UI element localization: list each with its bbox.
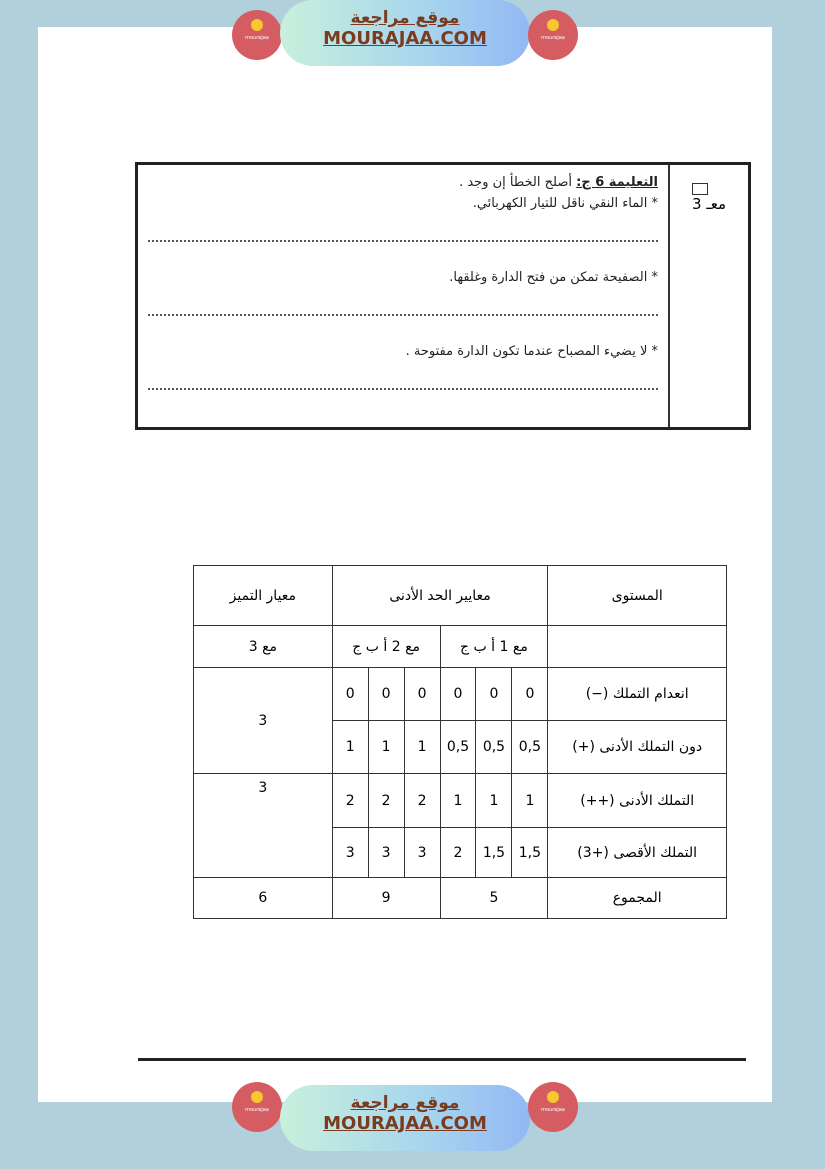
divider [138,1058,746,1061]
book-icon [547,19,559,31]
cell: 2 [368,774,404,828]
statement: * الصفيحة تمكن من فتح الدارة وغلقها. [449,270,658,285]
exercise-box [135,162,751,430]
logo-badge-left: mourajaa [232,10,282,60]
watermark-banner-top[interactable] [280,0,530,66]
cell: 1 [440,774,476,828]
level-label: التملك الأقصى (+3) [548,828,727,878]
cell: 1 [512,774,548,828]
level-label: دون التملك الأدنى (+) [548,721,727,774]
criterion-label: معـ 3 [692,195,726,213]
cell: 0 [512,668,548,721]
checkbox-square [692,183,708,195]
cell: 0 [368,668,404,721]
cell: 3 [332,828,368,878]
cell: 2 [440,828,476,878]
cell-c3: 3 [194,774,333,878]
grading-grid [193,565,727,919]
cell: 1,5 [512,828,548,878]
total-label: المجموع [548,878,727,919]
cell: 2 [332,774,368,828]
book-icon [547,1091,559,1103]
cell: 0 [332,668,368,721]
cell-c3: 3 [194,668,333,774]
book-icon [251,19,263,31]
exercise-instruction: أصلح الخطأ إن وجد . [459,175,572,190]
cell: 1,5 [476,828,512,878]
header-level: المستوى [548,566,727,626]
total-c3: 6 [194,878,333,919]
statement: * الماء النقي ناقل للتيار الكهربائي. [472,196,658,211]
statement: * لا يضيء المصباح عندما تكون الدارة مفتوحة . [405,344,658,359]
criterion-column [668,165,748,427]
cell: 0 [440,668,476,721]
book-icon [251,1091,263,1103]
table-row [194,668,727,721]
subheader-c1: مع 1 أ ب ج [440,626,548,668]
watermark-banner-bottom[interactable] [280,1085,530,1151]
logo-badge-right: mourajaa [528,10,578,60]
watermark-arabic: موقع مراجعة [350,1093,460,1113]
header-excellence: معيار التميز [194,566,333,626]
total-c2: 9 [332,878,440,919]
header-minimum-criteria: معايير الحد الأدنى [332,566,548,626]
cell: 1 [368,721,404,774]
cell: 0,5 [512,721,548,774]
cell: 1 [404,721,440,774]
watermark-arabic: موقع مراجعة [350,8,460,28]
cell: 3 [368,828,404,878]
table-row [194,774,727,828]
watermark-latin: MOURAJAA.COM [323,1113,487,1134]
cell: 0,5 [476,721,512,774]
logo-badge-right-bottom: mourajaa [528,1082,578,1132]
cell: 0,5 [440,721,476,774]
cell: 0 [476,668,512,721]
cell: 2 [404,774,440,828]
subheader-c2: مع 2 أ ب ج [332,626,440,668]
total-row [194,878,727,919]
exercise-title: التعليمة 6 ج: [576,175,658,190]
cell: 0 [404,668,440,721]
answer-line[interactable] [148,387,658,390]
total-c1: 5 [440,878,548,919]
cell: 1 [332,721,368,774]
watermark-latin: MOURAJAA.COM [323,28,487,49]
answer-line[interactable] [148,313,658,316]
level-label: انعدام التملك (−) [548,668,727,721]
level-label: التملك الأدنى (++) [548,774,727,828]
cell: 1 [476,774,512,828]
cell: 3 [404,828,440,878]
answer-line[interactable] [148,239,658,242]
logo-badge-left-bottom: mourajaa [232,1082,282,1132]
subheader-c3: مع 3 [194,626,333,668]
